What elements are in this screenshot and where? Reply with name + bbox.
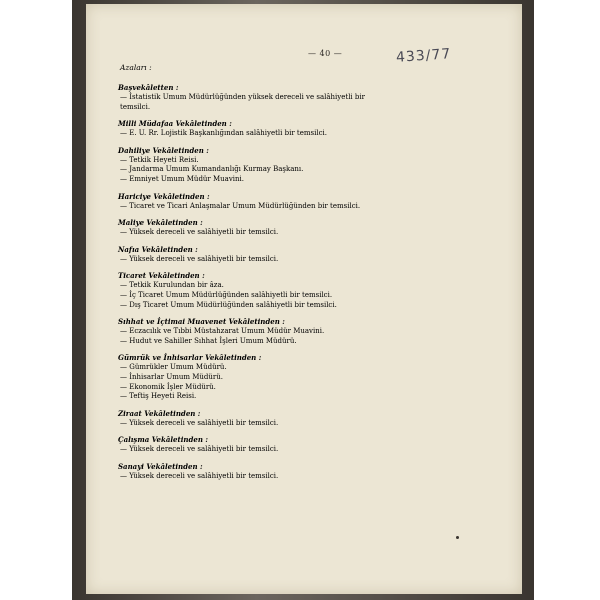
- section-heading: Başvekâletten :: [118, 83, 179, 92]
- section-item: — Tetkik Heyeti Reisi.: [120, 155, 199, 164]
- section-item: — Hudut ve Sahiller Sıhhat İşleri Umum Müdürü.: [120, 336, 297, 345]
- handwritten-note: 433/77: [395, 46, 452, 66]
- section-item: — Yüksek dereceli ve salâhiyetli bir temsilci.: [120, 471, 279, 480]
- section-item: — Ekonomik İşler Müdürü.: [120, 382, 216, 391]
- section-item: — Tetkik Kurulundan bir âza.: [120, 281, 224, 290]
- section-heading: Maliye Vekâletinden :: [118, 218, 203, 228]
- section-item: — Teftiş Heyeti Reisi.: [120, 392, 197, 401]
- section-item: — İç Ticaret Umum Müdürlüğünden salâhiyetli bir temsilci.: [120, 290, 333, 299]
- page-number: — 40 —: [308, 49, 343, 58]
- section-basvekalet: [118, 83, 458, 112]
- section-item: — İstatistik Umum Müdürlüğünden yüksek dereceli ve salâhiyetli bir temsilci.: [120, 93, 365, 111]
- section-item: — İnhisarlar Umum Müdürü.: [120, 372, 223, 381]
- section-item: — Eczacılık ve Tıbbi Müstahzarat Umum Müdür Muavini.: [120, 327, 325, 336]
- section-hariciye: [118, 192, 458, 212]
- section-heading: Ticaret Vekâletinden :: [118, 271, 205, 281]
- section-item: — Ticaret ve Ticari Anlaşmalar Umum Müdürlüğünden bir temsilci.: [120, 201, 361, 210]
- section-ziraat: [118, 409, 458, 429]
- section-item: — Yüksek dereceli ve salâhiyetli bir temsilci.: [120, 418, 279, 427]
- section-heading: Milli Müdafaa Vekâletinden :: [118, 119, 232, 129]
- section-item: — Yüksek dereceli ve salâhiyetli bir temsilci.: [120, 254, 279, 263]
- section-item: — Emniyet Umum Müdür Muavini.: [120, 174, 245, 183]
- section-nafia: [118, 245, 458, 265]
- section-item: — E. U. Rr. Lojistik Başkanlığından salâhiyetli bir temsilci.: [120, 129, 327, 138]
- section-calisma: [118, 435, 458, 455]
- section-dahiliye: [118, 146, 458, 185]
- ink-mark: [456, 536, 459, 539]
- section-sanayi: [118, 462, 458, 482]
- section-heading: Sanayi Vekâletinden :: [118, 461, 203, 471]
- section-maliye: [118, 218, 458, 238]
- section-item: — Gümrükler Umum Müdürü.: [120, 363, 227, 372]
- section-gumruk: [118, 353, 458, 401]
- section-sihhat: [118, 317, 458, 346]
- document-content: [118, 63, 458, 481]
- section-heading: Ziraat Vekâletinden :: [118, 408, 201, 418]
- section-item: — Yüksek dereceli ve salâhiyetli bir temsilci.: [120, 445, 279, 454]
- section-milli-mudafaa: [118, 119, 458, 139]
- section-ticaret: [118, 271, 458, 310]
- section-item: — Yüksek dereceli ve salâhiyetli bir temsilci.: [120, 228, 279, 237]
- section-heading: Dahiliye Vekâletinden :: [118, 145, 209, 155]
- section-heading: Gümrük ve İnhisarlar Vekâletinden :: [118, 353, 262, 363]
- section-heading: Sıhhat ve İçtimai Muavenet Vekâletinden :: [118, 317, 285, 327]
- members-title: Azaları :: [120, 63, 152, 72]
- section-heading: Nafıa Vekâletinden :: [118, 244, 198, 254]
- section-heading: Çalışma Vekâletinden :: [118, 435, 208, 445]
- section-item: — Jandarma Umum Kumandanlığı Kurmay Başkanı.: [120, 165, 304, 174]
- section-heading: Hariciye Vekâletinden :: [118, 191, 210, 201]
- section-item: — Dış Ticaret Umum Müdürlüğünden salâhiyetli bir temsilci.: [120, 300, 337, 309]
